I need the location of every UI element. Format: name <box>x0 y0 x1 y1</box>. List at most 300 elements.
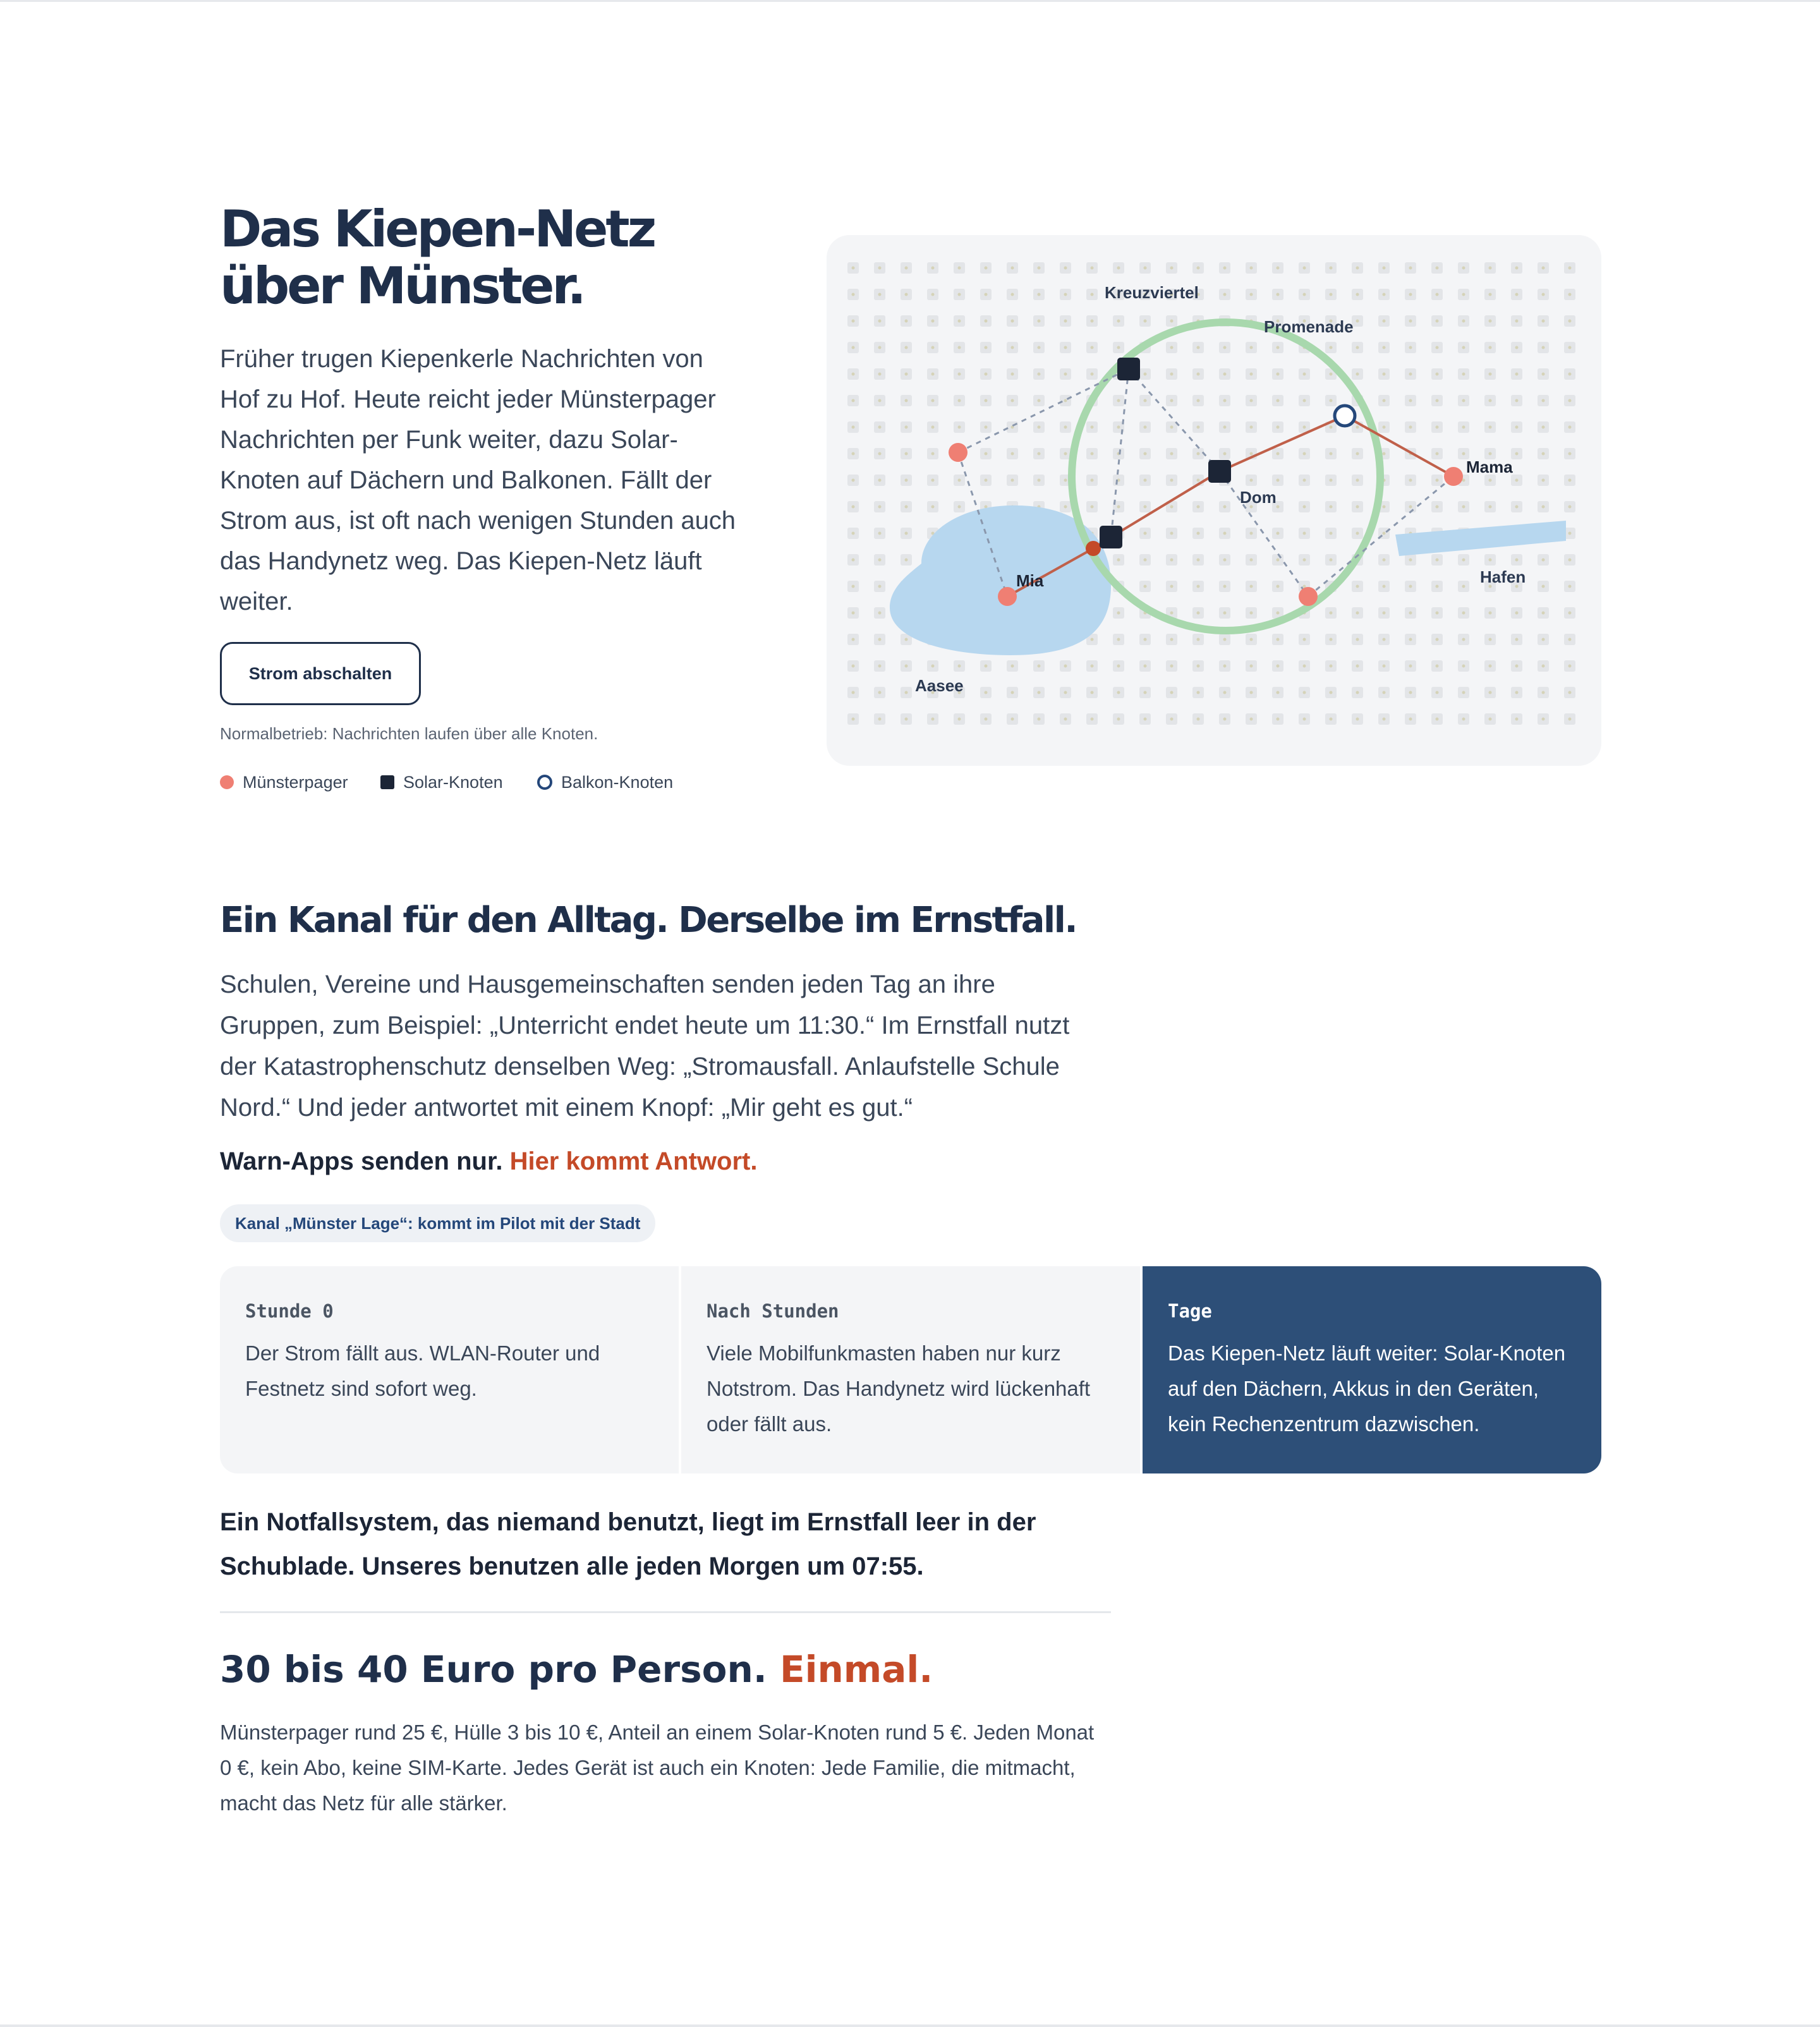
building-dot <box>1197 665 1200 668</box>
building-dot <box>1277 638 1280 641</box>
building-dot <box>852 399 855 402</box>
building-dot <box>1277 346 1280 349</box>
building-dot <box>1489 267 1492 270</box>
building-dot <box>878 426 882 429</box>
building-dot <box>1250 479 1253 482</box>
building-dot <box>905 346 908 349</box>
building-dot <box>1383 505 1386 509</box>
map-label-aasee: Aasee <box>915 676 964 695</box>
building-dot <box>1542 373 1545 376</box>
building-dot <box>1277 426 1280 429</box>
building-dot <box>1383 638 1386 641</box>
building-dot <box>1064 293 1067 296</box>
building-dot <box>1409 505 1412 509</box>
building-dot <box>1038 320 1041 323</box>
building-dot <box>1223 293 1227 296</box>
building-dot <box>1383 373 1386 376</box>
building-dot <box>1542 346 1545 349</box>
building-dot <box>1383 718 1386 721</box>
building-dot <box>1462 373 1465 376</box>
building-dot <box>1223 505 1227 509</box>
building-dot <box>1436 346 1439 349</box>
building-dot <box>1197 373 1200 376</box>
building-dot <box>878 612 882 615</box>
building-dot <box>1330 479 1333 482</box>
page-title-line-1: Das Kiepen-Netz <box>220 200 655 258</box>
top-border <box>0 0 1820 2</box>
building-dot <box>1011 718 1014 721</box>
building-dot <box>1383 346 1386 349</box>
building-dot <box>985 426 988 429</box>
building-dot <box>1223 585 1227 588</box>
building-dot <box>1117 267 1120 270</box>
building-dot <box>1409 479 1412 482</box>
building-dot <box>1409 691 1412 694</box>
building-dot <box>852 479 855 482</box>
building-dot <box>1303 505 1306 509</box>
building-dot <box>1409 267 1412 270</box>
timeline-card-hours <box>681 1266 1140 1473</box>
building-dot <box>1409 399 1412 402</box>
building-dot <box>1011 320 1014 323</box>
building-dot <box>1170 320 1174 323</box>
pager-node <box>1299 587 1318 606</box>
hero-intro-text: Früher trugen Kiepenkerle Nachrichten von Hof zu Hof. Heute reicht jeder Münsterpager Nachrichten per Funk weiter, dazu Solar-Knoten auf Dächern und Balkonen. Fällt der Strom aus, ist oft nach wenigen Stunden auch das Handynetz weg. Das Kiepen-Netz läuft weiter. <box>220 345 736 615</box>
building-dot <box>852 426 855 429</box>
building-dot <box>1409 638 1412 641</box>
building-dot <box>852 691 855 694</box>
building-dot <box>1436 267 1439 270</box>
building-dot <box>1250 559 1253 562</box>
map-label-mama: Mama <box>1466 457 1513 476</box>
building-dot <box>878 665 882 668</box>
tagline-plain: Warn-Apps senden nur. <box>220 1147 510 1175</box>
building-dot <box>1409 293 1412 296</box>
building-dot <box>1091 505 1094 509</box>
building-dot <box>1542 638 1545 641</box>
building-dot <box>905 267 908 270</box>
building-dot <box>1197 559 1200 562</box>
building-dot <box>1197 612 1200 615</box>
building-dot <box>1170 346 1174 349</box>
building-dot <box>1462 612 1465 615</box>
building-dot <box>1277 293 1280 296</box>
building-dot <box>1091 373 1094 376</box>
building-dot <box>1383 267 1386 270</box>
building-dot <box>1197 718 1200 721</box>
building-dot <box>1330 559 1333 562</box>
timeline-card-days <box>1143 1266 1601 1473</box>
building-dot <box>1091 452 1094 456</box>
building-dot <box>1542 399 1545 402</box>
building-dot <box>1489 452 1492 456</box>
building-dot <box>852 267 855 270</box>
building-dot <box>1515 665 1519 668</box>
building-dot <box>1356 665 1359 668</box>
building-dot <box>1197 426 1200 429</box>
building-dot <box>1568 479 1572 482</box>
building-dot <box>1436 452 1439 456</box>
balkon-ring-icon <box>537 775 552 790</box>
building-dot <box>1038 718 1041 721</box>
channel-badge: Kanal „Münster Lage“: kommt im Pilot mit der Stadt <box>220 1204 655 1242</box>
building-dot <box>931 718 935 721</box>
building-dot <box>1223 612 1227 615</box>
pricing-title <box>220 1648 933 1691</box>
building-dot <box>1489 346 1492 349</box>
building-dot <box>1091 267 1094 270</box>
building-dot <box>1250 585 1253 588</box>
building-dot <box>1330 612 1333 615</box>
building-dot <box>1038 373 1041 376</box>
building-dot <box>1542 665 1545 668</box>
building-dot <box>1568 320 1572 323</box>
building-dot <box>1330 399 1333 402</box>
building-dot <box>985 691 988 694</box>
pricing-title-accent: Einmal. <box>779 1648 933 1691</box>
building-dot <box>1436 718 1439 721</box>
building-dot <box>1091 293 1094 296</box>
power-off-button[interactable]: Strom abschalten <box>220 642 421 705</box>
solar-node <box>1117 358 1140 380</box>
building-dot <box>905 479 908 482</box>
pager-node-mia <box>998 587 1017 606</box>
building-dot <box>852 718 855 721</box>
building-dot <box>1277 505 1280 509</box>
building-dot <box>1303 373 1306 376</box>
building-dot <box>1409 612 1412 615</box>
building-dot <box>1250 718 1253 721</box>
building-dot <box>1356 426 1359 429</box>
building-dot <box>1356 612 1359 615</box>
building-dot <box>958 267 961 270</box>
building-dot <box>1091 426 1094 429</box>
building-dot <box>1144 638 1147 641</box>
building-dot <box>1250 267 1253 270</box>
building-dot <box>1383 665 1386 668</box>
building-dot <box>1489 426 1492 429</box>
building-dot <box>1436 559 1439 562</box>
building-dot <box>1542 320 1545 323</box>
building-dot <box>1144 505 1147 509</box>
building-dot <box>1515 320 1519 323</box>
building-dot <box>1170 426 1174 429</box>
building-dot <box>1170 479 1174 482</box>
building-dot <box>958 426 961 429</box>
building-dot <box>1223 665 1227 668</box>
building-dot <box>1223 426 1227 429</box>
building-dot <box>1064 505 1067 509</box>
building-dot <box>1144 373 1147 376</box>
building-dot <box>1515 505 1519 509</box>
building-dot <box>1223 638 1227 641</box>
building-dot <box>1330 505 1333 509</box>
building-dot <box>1542 718 1545 721</box>
building-dot <box>1038 691 1041 694</box>
building-dot <box>1462 426 1465 429</box>
building-dot <box>1011 373 1014 376</box>
building-dot <box>1064 479 1067 482</box>
building-dot <box>1223 373 1227 376</box>
building-dot <box>1542 293 1545 296</box>
building-dot <box>1011 691 1014 694</box>
building-dot <box>905 373 908 376</box>
building-dot <box>1197 346 1200 349</box>
building-dot <box>1436 293 1439 296</box>
building-dot <box>878 399 882 402</box>
building-dot <box>1064 452 1067 456</box>
building-dot <box>1303 293 1306 296</box>
building-dot <box>1144 320 1147 323</box>
building-dot <box>1091 665 1094 668</box>
building-dot <box>1091 718 1094 721</box>
building-dot <box>1170 718 1174 721</box>
building-dot <box>1542 559 1545 562</box>
building-dot <box>958 718 961 721</box>
building-dot <box>1144 399 1147 402</box>
building-dot <box>1250 638 1253 641</box>
building-dot <box>1091 320 1094 323</box>
building-dot <box>1356 479 1359 482</box>
building-dot <box>985 452 988 456</box>
building-dot <box>1462 559 1465 562</box>
legend-solar-label: Solar-Knoten <box>403 772 503 792</box>
building-dot <box>1303 638 1306 641</box>
building-dot <box>1436 373 1439 376</box>
building-dot <box>1356 638 1359 641</box>
building-dot <box>1277 267 1280 270</box>
building-dot <box>1409 346 1412 349</box>
building-dot <box>878 346 882 349</box>
building-dot <box>958 505 961 509</box>
building-dot <box>985 718 988 721</box>
building-dot <box>931 320 935 323</box>
building-dot <box>931 665 935 668</box>
building-dot <box>1303 452 1306 456</box>
building-dot <box>1038 293 1041 296</box>
building-dot <box>985 479 988 482</box>
building-dot <box>1197 505 1200 509</box>
building-dot <box>1568 532 1572 535</box>
solar-square-icon <box>380 775 394 789</box>
building-dot <box>1356 691 1359 694</box>
building-dot <box>985 320 988 323</box>
building-dot <box>1117 426 1120 429</box>
building-dot <box>1170 585 1174 588</box>
timeline-card-text: Das Kiepen-Netz läuft weiter: Solar-Knoten auf den Dächern, Akkus in den Geräten, kein Rechenzentrum dazwischen. <box>1168 1341 1566 1436</box>
building-dot <box>1197 452 1200 456</box>
building-dot <box>931 479 935 482</box>
pricing-title-plain: 30 bis 40 Euro pro Person. <box>220 1648 780 1691</box>
building-dot <box>1277 399 1280 402</box>
building-dot <box>1356 718 1359 721</box>
building-dot <box>1436 505 1439 509</box>
building-dot <box>1144 479 1147 482</box>
building-dot <box>1462 452 1465 456</box>
building-dot <box>1011 399 1014 402</box>
building-dot <box>1277 691 1280 694</box>
building-dot <box>1330 718 1333 721</box>
building-dot <box>1303 718 1306 721</box>
building-dot <box>1436 691 1439 694</box>
building-dot <box>1064 346 1067 349</box>
building-dot <box>1197 532 1200 535</box>
building-dot <box>1091 638 1094 641</box>
building-dot <box>1542 479 1545 482</box>
building-dot <box>1064 665 1067 668</box>
building-dot <box>1250 452 1253 456</box>
building-dot <box>878 718 882 721</box>
building-dot <box>1462 718 1465 721</box>
building-dot <box>1250 665 1253 668</box>
building-dot <box>1117 612 1120 615</box>
building-dot <box>1462 585 1465 588</box>
building-dot <box>1409 373 1412 376</box>
building-dot <box>1409 320 1412 323</box>
building-dot <box>1170 559 1174 562</box>
building-dot <box>1515 452 1519 456</box>
building-dot <box>1197 479 1200 482</box>
building-dot <box>1117 691 1120 694</box>
building-dot <box>1144 559 1147 562</box>
building-dot <box>1356 293 1359 296</box>
building-dot <box>931 373 935 376</box>
building-dot <box>1356 585 1359 588</box>
building-dot <box>1303 426 1306 429</box>
building-dot <box>1144 665 1147 668</box>
building-dot <box>905 452 908 456</box>
building-dot <box>958 320 961 323</box>
map-label-hafen: Hafen <box>1480 567 1526 586</box>
pager-node-mama <box>1444 467 1463 486</box>
building-dot <box>852 665 855 668</box>
building-dot <box>905 559 908 562</box>
building-dot <box>1038 452 1041 456</box>
building-dot <box>1356 532 1359 535</box>
building-dot <box>1409 585 1412 588</box>
building-dot <box>985 399 988 402</box>
building-dot <box>1436 479 1439 482</box>
building-dot <box>1436 612 1439 615</box>
building-dot <box>958 293 961 296</box>
building-dot <box>1356 505 1359 509</box>
building-dot <box>1250 532 1253 535</box>
building-dot <box>852 638 855 641</box>
building-dot <box>1223 267 1227 270</box>
building-dot <box>1170 373 1174 376</box>
building-dot <box>931 505 935 509</box>
building-dot <box>1223 718 1227 721</box>
building-dot <box>958 346 961 349</box>
building-dot <box>1064 691 1067 694</box>
building-dot <box>1568 505 1572 509</box>
building-dot <box>1011 452 1014 456</box>
map-label-promenade: Promenade <box>1264 317 1354 336</box>
building-dot <box>958 665 961 668</box>
building-dot <box>1515 612 1519 615</box>
building-dot <box>878 293 882 296</box>
building-dot <box>1489 612 1492 615</box>
building-dot <box>958 479 961 482</box>
building-dot <box>1489 320 1492 323</box>
building-dot <box>878 479 882 482</box>
building-dot <box>852 532 855 535</box>
building-dot <box>878 559 882 562</box>
building-dot <box>1144 585 1147 588</box>
building-dot <box>1144 267 1147 270</box>
building-dot <box>878 267 882 270</box>
building-dot <box>1170 612 1174 615</box>
network-map-svg <box>827 235 1601 766</box>
building-dot <box>1277 665 1280 668</box>
building-dot <box>1568 452 1572 456</box>
building-dot <box>1330 532 1333 535</box>
building-dot <box>1436 426 1439 429</box>
building-dot <box>1170 532 1174 535</box>
building-dot <box>1117 346 1120 349</box>
building-dot <box>1197 267 1200 270</box>
building-dot <box>1515 293 1519 296</box>
building-dot <box>1303 399 1306 402</box>
building-dot <box>1064 373 1067 376</box>
building-dot <box>1144 691 1147 694</box>
timeline-card-heading: Tage <box>1168 1300 1212 1322</box>
building-dot <box>1330 293 1333 296</box>
building-dot <box>1462 320 1465 323</box>
building-dot <box>1197 399 1200 402</box>
building-dot <box>1568 293 1572 296</box>
pager-node <box>949 443 968 462</box>
building-dot <box>1489 559 1492 562</box>
building-dot <box>1409 426 1412 429</box>
building-dot <box>1144 532 1147 535</box>
building-dot <box>931 426 935 429</box>
building-dot <box>1409 665 1412 668</box>
building-dot <box>1197 638 1200 641</box>
building-dot <box>1356 452 1359 456</box>
building-dot <box>1117 559 1120 562</box>
building-dot <box>1011 346 1014 349</box>
building-dot <box>1144 452 1147 456</box>
building-dot <box>1277 452 1280 456</box>
building-dot <box>1197 585 1200 588</box>
building-dot <box>1170 638 1174 641</box>
building-dot <box>1170 267 1174 270</box>
building-dot <box>1568 638 1572 641</box>
building-dot <box>1330 346 1333 349</box>
building-dot <box>1170 691 1174 694</box>
solar-node <box>1100 526 1122 548</box>
building-dot <box>1303 532 1306 535</box>
building-dot <box>1542 585 1545 588</box>
building-dot <box>1515 638 1519 641</box>
building-dot <box>1277 373 1280 376</box>
building-dot <box>1542 426 1545 429</box>
building-dot <box>1383 585 1386 588</box>
building-dot <box>1303 691 1306 694</box>
building-dot <box>1117 638 1120 641</box>
building-dot <box>1568 426 1572 429</box>
building-dot <box>985 373 988 376</box>
building-dot <box>1568 665 1572 668</box>
building-dot <box>1011 479 1014 482</box>
building-dot <box>1542 612 1545 615</box>
building-dot <box>1223 452 1227 456</box>
building-dot <box>1436 638 1439 641</box>
building-dot <box>1038 346 1041 349</box>
building-dot <box>1489 373 1492 376</box>
daily-use-statement: Ein Notfallsystem, das niemand benutzt, liegt im Ernstfall leer in der Schublade. Unseres benutzen alle jeden Morgen um 07:55. <box>220 1508 1036 1580</box>
